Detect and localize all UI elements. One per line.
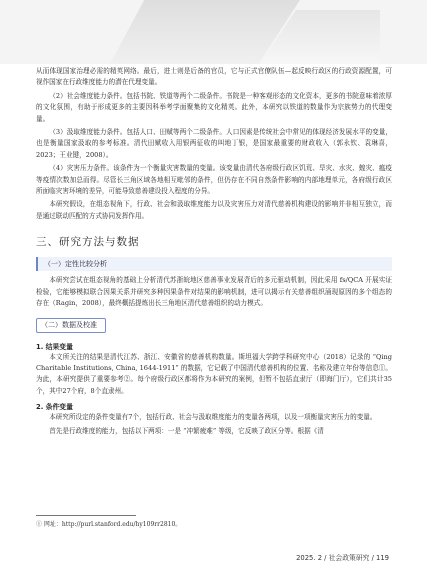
result-variable-heading: 1. 结果变量 bbox=[36, 342, 73, 351]
paragraph: （2）社会维度能力条件。包括书院、铁道等两个二级条件。书院是一种客观形态的文化资本，更多的书院意味着浓厚的文化氛围，有助于形成更多的主要因科举考学面聚集的文化精英。此外，本研究以铁道的数量作为宗族势力的代理变量。 bbox=[36, 91, 392, 123]
paragraph: 本研究假设，在组态视角下，行政、社会和汲取维度能力以及灾害压力对清代慈善机构建设的影响并非相互独立，而是通过联动匹配的方式协同发挥作用。 bbox=[36, 200, 392, 220]
condition-variable-heading: 2. 条件变量 bbox=[36, 403, 73, 412]
footnote-divider bbox=[36, 515, 136, 516]
paragraph: 本文所关注的结果是清代江苏、浙江、安徽省的慈善机构数量。斯坦福大学跨学科研究中心（2018）记录的 “Qing Charitable Institutions, China, 1644-1911” 的数据，它记载了中国清代慈善机构的位置、名称及建立年份等信息①。为此，本研究提供了重要参考②。每个府级行政区都将作为本研究的案例，但暂不包括直隶厅（即海门厅），它们共计35个，其中27个府，8个直隶州。 bbox=[36, 352, 392, 395]
paragraph: 本研究尝试在组态视角的基础上分析清代苏浙皖地区慈善事业发展背后的多元驱动机制，因此采用 fs/QCA 开展实证检验，它能够模拟联合因果关系并研究多种因果条件对结果的影响机制，进可以揭示有关慈善组织涌现原因的多个组态的存在（Ragin，2008），最终概括提炼出长三角地区清代慈善组织的动力模式。 bbox=[36, 276, 392, 308]
paragraph: （3）汲取维度能力条件。包括人口、田赋等两个二级条件。人口因素是传统社会中常见的体现经济发展水平的变量，也是衡量国家汲取的参考标准。清代田赋收入用银两征收的叫地丁银，是国家最重要的财政收入（郭永钦、袁琳喜，2023；王业键，2008）。 bbox=[36, 128, 392, 159]
paragraph: 从而体现国家治理必需的精英网络。最后，进士则是后备的官员，它与正式官僚队伍—起反映行政区的行政资源配置，可视作国家在行政维度能力的潜在代理变量。 bbox=[36, 67, 392, 87]
paragraph: （4）灾害压力条件。该条件为一个衡量灾害数量的变量。该变量由清代各府级行政区饥荒、旱灾、水灾、蝗灾、瘟疫等疫情次数加总而得。尽管长三角区域各地相互毗邻的条件，但仍存在不同自然条件影响的内部地理单元，各府级行政区所面临灾害环境的差异，可能导致慈善建设投入程度的分异。 bbox=[36, 164, 392, 196]
paragraph: 本研究所设定的条件变量有7个，包括行政、社会与汲取维度能力的变量各两项，以及一项衡量灾害压力的变量。 bbox=[49, 413, 377, 422]
subsection-heading-data: （二）数据及校准 bbox=[36, 318, 106, 333]
page-footer: 2025. 2 / 社会政策研究 / 119 bbox=[296, 554, 389, 562]
article-body bbox=[36, 66, 392, 439]
footnote: ① 网址：http://purl.stanford.edu/hy109rr2810。 bbox=[36, 521, 182, 528]
section-heading: 三、研究方法与数据 bbox=[36, 236, 140, 249]
paragraph: 首先是行政维度的能力，包括以下两项：一是 “冲繁疲难” 等级，它反映了政区分等。根据《清 bbox=[49, 426, 324, 435]
subsection-heading-qca: （一）定性比较分析 bbox=[36, 257, 392, 271]
header-decoration bbox=[0, 0, 427, 64]
